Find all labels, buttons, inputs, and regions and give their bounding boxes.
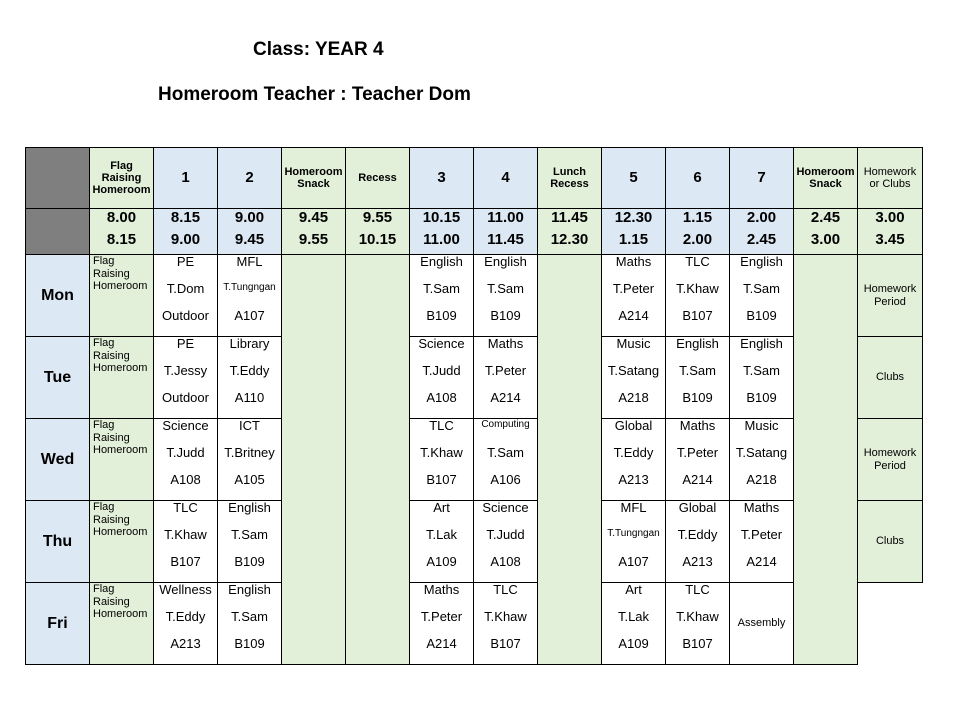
- lesson-teacher: T.Lak: [425, 527, 458, 542]
- lesson-subject: English: [740, 336, 783, 351]
- lesson-cell: [154, 501, 218, 583]
- day-label: Thu: [26, 501, 90, 583]
- day-label: Tue: [26, 337, 90, 419]
- homework-clubs-cell: Homework Period: [858, 419, 923, 501]
- empty-cell: [858, 583, 923, 665]
- lesson-cell: [602, 501, 666, 583]
- lesson-cell: [474, 337, 538, 419]
- lesson-room: Outdoor: [162, 308, 209, 323]
- end-time: 2.00: [682, 230, 713, 248]
- lesson-room: A107: [234, 308, 265, 323]
- lesson-room: A214: [682, 472, 713, 487]
- start-time: 11.00: [487, 208, 524, 226]
- end-time: 3.45: [875, 230, 905, 248]
- time-cell-p4: [474, 209, 538, 255]
- lesson-room: A214: [426, 636, 457, 651]
- lesson-teacher: T.Khaw: [420, 445, 463, 460]
- time-cell-p6: [666, 209, 730, 255]
- lesson-teacher: T.Sam: [231, 527, 268, 542]
- start-time: 10.15: [422, 208, 461, 226]
- end-time: 9.45: [234, 230, 265, 248]
- column-header-snack2: Homeroom Snack: [794, 148, 858, 209]
- lesson-room: B107: [170, 554, 201, 569]
- end-time: 9.55: [298, 230, 329, 248]
- lesson-cell: [474, 583, 538, 665]
- lesson-teacher: T.Khaw: [676, 281, 719, 296]
- lesson-cell: [410, 337, 474, 419]
- time-corner-cell: [26, 209, 90, 255]
- lesson-subject: English: [740, 254, 783, 269]
- time-cell-p2: [218, 209, 282, 255]
- lesson-cell: [602, 337, 666, 419]
- day-label: Fri: [26, 583, 90, 665]
- end-time: 9.00: [170, 230, 201, 248]
- lesson-room: B109: [682, 390, 713, 405]
- lesson-teacher: T.Judd: [422, 363, 461, 378]
- lesson-cell: [730, 501, 794, 583]
- lesson-cell: [154, 583, 218, 665]
- lesson-subject: Maths: [743, 500, 780, 515]
- homework-clubs-cell: Clubs: [858, 337, 923, 419]
- homework-clubs-cell: Homework Period: [858, 255, 923, 337]
- lesson-teacher: T.Sam: [743, 281, 780, 296]
- lesson-subject: English: [420, 254, 463, 269]
- column-header-lunch: Lunch Recess: [538, 148, 602, 209]
- start-time: 9.55: [362, 208, 393, 226]
- time-cell-snack1: [282, 209, 346, 255]
- lesson-subject: Maths: [423, 582, 460, 597]
- time-cell-p7: [730, 209, 794, 255]
- lesson-subject: Global: [678, 500, 717, 515]
- column-header-p5: 5: [602, 148, 666, 209]
- start-time: 2.00: [746, 208, 777, 226]
- lesson-cell: [602, 583, 666, 665]
- column-header-flag: Flag Raising Homeroom: [90, 148, 154, 209]
- lesson-room: B109: [490, 308, 521, 323]
- lesson-teacher: T.Judd: [166, 445, 205, 460]
- column-header-p3: 3: [410, 148, 474, 209]
- timetable: [25, 147, 923, 665]
- end-time: 11.00: [423, 230, 460, 248]
- lesson-teacher: T.Peter: [484, 363, 527, 378]
- lesson-subject: Art: [625, 582, 642, 597]
- lesson-cell: [666, 583, 730, 665]
- lesson-subject: TLC: [173, 500, 198, 515]
- flag-raising-cell: Flag Raising Homeroom: [90, 337, 154, 419]
- lesson-cell: [154, 419, 218, 501]
- lesson-teacher: T.Satang: [735, 445, 788, 460]
- header-row: [26, 148, 923, 209]
- lesson-cell: [666, 337, 730, 419]
- start-time: 8.00: [106, 208, 137, 226]
- lesson-teacher: T.Peter: [612, 281, 655, 296]
- lesson-subject: English: [484, 254, 527, 269]
- lesson-room: A108: [426, 390, 457, 405]
- lesson-cell: [218, 419, 282, 501]
- lesson-room: A105: [234, 472, 265, 487]
- lesson-room: B107: [682, 308, 713, 323]
- lesson-subject: English: [676, 336, 719, 351]
- lesson-room: B109: [746, 390, 777, 405]
- lesson-teacher: T.Sam: [679, 363, 716, 378]
- lesson-room: B107: [490, 636, 521, 651]
- corner-cell: [26, 148, 90, 209]
- lesson-subject: English: [228, 500, 271, 515]
- lesson-subject: TLC: [429, 418, 454, 433]
- lesson-cell: [410, 419, 474, 501]
- lesson-cell: [154, 255, 218, 337]
- flag-raising-cell: Flag Raising Homeroom: [90, 255, 154, 337]
- lesson-cell: [602, 419, 666, 501]
- end-time: 3.00: [810, 230, 841, 248]
- lesson-teacher: T.Jessy: [163, 363, 208, 378]
- lesson-cell: [474, 255, 538, 337]
- lesson-cell: [730, 255, 794, 337]
- start-time: 9.00: [234, 208, 265, 226]
- lesson-subject: Maths: [615, 254, 652, 269]
- time-cell-p3: [410, 209, 474, 255]
- lesson-cell: [410, 501, 474, 583]
- lesson-cell: [218, 583, 282, 665]
- lesson-room: B109: [234, 636, 265, 651]
- lesson-room: A107: [618, 554, 649, 569]
- lesson-teacher: T.Tungngan: [607, 528, 660, 539]
- lesson-teacher: T.Peter: [676, 445, 719, 460]
- column-header-p2: 2: [218, 148, 282, 209]
- lesson-subject: TLC: [685, 582, 710, 597]
- lesson-subject: Library: [229, 336, 270, 351]
- lesson-teacher: T.Satang: [607, 363, 660, 378]
- end-time: 8.15: [106, 230, 137, 248]
- lesson-teacher: T.Khaw: [484, 609, 527, 624]
- lesson-cell: [666, 255, 730, 337]
- lesson-cell: [730, 337, 794, 419]
- time-cell-recess: [346, 209, 410, 255]
- lesson-subject: Maths: [487, 336, 524, 351]
- lesson-cell: [474, 419, 538, 501]
- lesson-teacher: T.Peter: [740, 527, 783, 542]
- lesson-teacher: T.Lak: [617, 609, 650, 624]
- lesson-teacher: T.Britney: [224, 445, 275, 460]
- lesson-subject: TLC: [493, 582, 518, 597]
- column-header-p4: 4: [474, 148, 538, 209]
- lesson-subject: English: [228, 582, 271, 597]
- day-row: [26, 255, 923, 337]
- lesson-room: B107: [682, 636, 713, 651]
- column-header-hw: Homework or Clubs: [858, 148, 923, 209]
- lesson-room: A109: [618, 636, 649, 651]
- lesson-room: A106: [490, 472, 521, 487]
- lesson-cell: [666, 419, 730, 501]
- lesson-teacher: T.Eddy: [229, 363, 270, 378]
- flag-raising-cell: Flag Raising Homeroom: [90, 583, 154, 665]
- lesson-cell: [602, 255, 666, 337]
- column-header-p1: 1: [154, 148, 218, 209]
- time-cell-p1: [154, 209, 218, 255]
- start-time: 9.45: [298, 208, 329, 226]
- lesson-cell: [218, 255, 282, 337]
- lesson-room: B109: [426, 308, 457, 323]
- lesson-teacher: T.Eddy: [613, 445, 654, 460]
- lesson-room: A214: [618, 308, 649, 323]
- column-header-p6: 6: [666, 148, 730, 209]
- lesson-teacher: T.Tungngan: [223, 282, 276, 293]
- time-cell-p5: [602, 209, 666, 255]
- lesson-cell: [410, 583, 474, 665]
- lesson-teacher: T.Dom: [166, 281, 205, 296]
- lesson-teacher: T.Judd: [486, 527, 525, 542]
- time-cell-flag: [90, 209, 154, 255]
- lesson-subject: PE: [176, 254, 195, 269]
- day-label: Mon: [26, 255, 90, 337]
- lesson-room: Outdoor: [162, 390, 209, 405]
- start-time: 12.30: [614, 208, 653, 226]
- lesson-room: B109: [234, 554, 265, 569]
- lesson-room: A108: [170, 472, 201, 487]
- time-cell-hw: [858, 209, 923, 255]
- end-time: 12.30: [550, 230, 589, 248]
- lesson-teacher: T.Sam: [231, 609, 268, 624]
- lesson-room: A213: [618, 472, 649, 487]
- day-row: [26, 501, 923, 583]
- lesson-subject: Computing: [481, 419, 530, 430]
- start-time: 2.45: [810, 208, 841, 226]
- column-header-p7: 7: [730, 148, 794, 209]
- homework-clubs-cell: Clubs: [858, 501, 923, 583]
- lesson-cell: [730, 419, 794, 501]
- lesson-teacher: T.Peter: [420, 609, 463, 624]
- lesson-room: A218: [746, 472, 777, 487]
- lesson-subject: Art: [433, 500, 450, 515]
- end-time: 1.15: [618, 230, 649, 248]
- lesson-room: A218: [618, 390, 649, 405]
- flag-raising-cell: Flag Raising Homeroom: [90, 501, 154, 583]
- lesson-subject: TLC: [685, 254, 710, 269]
- end-time: 10.15: [358, 230, 397, 248]
- lesson-subject: Science: [418, 336, 465, 351]
- break-column-snack1: [282, 255, 346, 665]
- lesson-subject: Maths: [679, 418, 716, 433]
- lesson-room: A109: [426, 554, 457, 569]
- lesson-room: B107: [426, 472, 457, 487]
- day-label: Wed: [26, 419, 90, 501]
- lesson-subject: Music: [616, 336, 651, 351]
- start-time: 3.00: [875, 208, 905, 226]
- lesson-teacher: T.Khaw: [164, 527, 207, 542]
- lesson-teacher: T.Sam: [423, 281, 460, 296]
- lesson-room: A214: [746, 554, 777, 569]
- lesson-cell: [474, 501, 538, 583]
- lesson-subject: Science: [162, 418, 209, 433]
- lesson-room: A108: [490, 554, 521, 569]
- column-header-recess: Recess: [346, 148, 410, 209]
- lesson-subject: PE: [176, 336, 195, 351]
- lesson-teacher: T.Eddy: [677, 527, 718, 542]
- lesson-subject: MFL: [620, 500, 647, 515]
- lesson-cell: [666, 501, 730, 583]
- lesson-subject: Music: [744, 418, 779, 433]
- lesson-cell: [410, 255, 474, 337]
- lesson-cell: [218, 501, 282, 583]
- lesson-cell: [154, 337, 218, 419]
- lesson-room: A214: [490, 390, 521, 405]
- end-time: 11.45: [487, 230, 524, 248]
- break-column-recess: [346, 255, 410, 665]
- break-column-snack2: [794, 255, 858, 665]
- homeroom-teacher-title: Homeroom Teacher : Teacher Dom: [158, 84, 471, 105]
- lesson-subject: Science: [482, 500, 529, 515]
- time-row: [26, 209, 923, 255]
- lesson-teacher: T.Sam: [487, 445, 524, 460]
- lesson-subject: Global: [614, 418, 653, 433]
- start-time: 8.15: [170, 208, 201, 226]
- class-title: Class: YEAR 4: [253, 39, 384, 60]
- lesson-teacher: T.Khaw: [676, 609, 719, 624]
- lesson-cell: [218, 337, 282, 419]
- day-row: [26, 583, 923, 665]
- start-time: 1.15: [682, 208, 713, 226]
- lesson-teacher: T.Sam: [487, 281, 524, 296]
- time-cell-lunch: [538, 209, 602, 255]
- day-row: [26, 337, 923, 419]
- lesson-teacher: T.Eddy: [165, 609, 206, 624]
- flag-raising-cell: Flag Raising Homeroom: [90, 419, 154, 501]
- lesson-room: A213: [170, 636, 201, 651]
- column-header-snack1: Homeroom Snack: [282, 148, 346, 209]
- start-time: 11.45: [551, 208, 588, 226]
- end-time: 2.45: [746, 230, 777, 248]
- break-column-lunch: [538, 255, 602, 665]
- lesson-subject: MFL: [236, 254, 263, 269]
- lesson-room: A213: [682, 554, 713, 569]
- lesson-teacher: T.Sam: [743, 363, 780, 378]
- time-cell-snack2: [794, 209, 858, 255]
- lesson-subject: Wellness: [159, 582, 212, 597]
- day-row: [26, 419, 923, 501]
- lesson-room: B109: [746, 308, 777, 323]
- lesson-subject: ICT: [239, 418, 260, 433]
- assembly-cell: Assembly: [730, 583, 794, 665]
- lesson-room: A110: [234, 390, 265, 405]
